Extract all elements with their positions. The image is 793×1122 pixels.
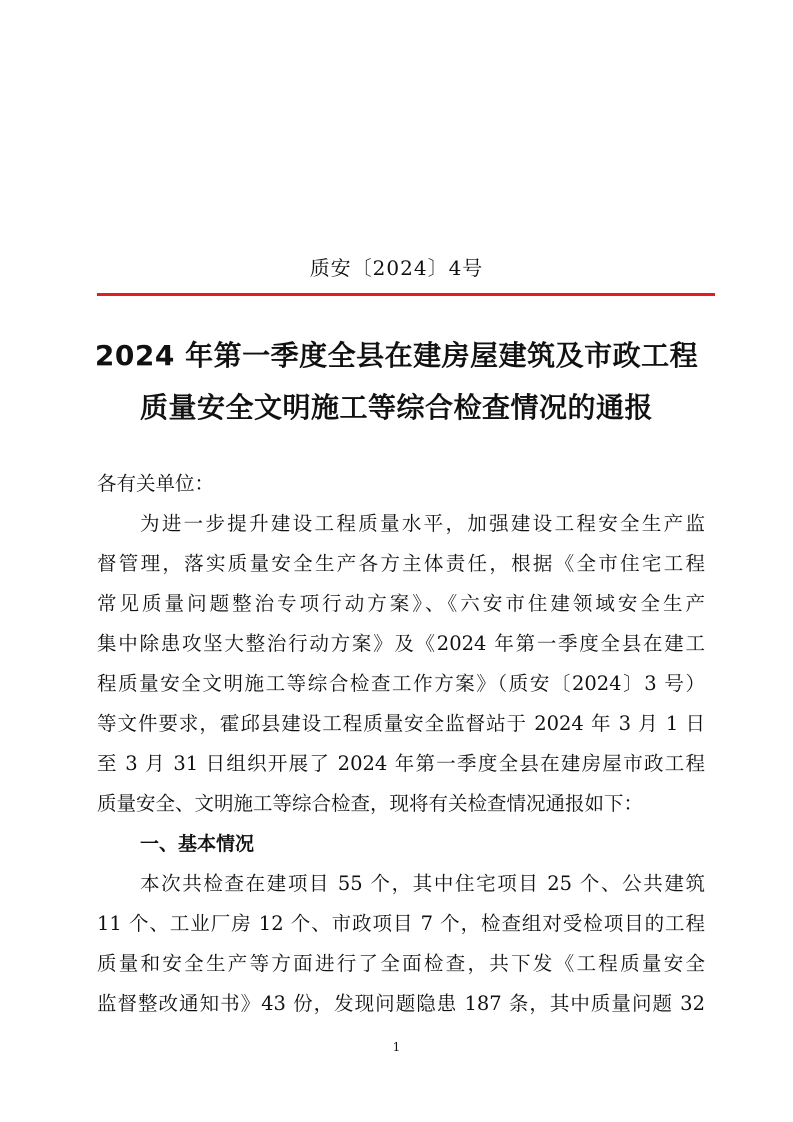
document-number: 质安〔2024〕4号	[309, 256, 484, 280]
paragraph2-line: 质量和安全生产等方面进行了全面检查，共下发《工程质量安全	[97, 952, 705, 975]
paragraph2-line: 监督整改通知书》43 份，发现问题隐患 187 条，其中质量问题 32	[97, 992, 705, 1015]
paragraph1-line: 程质量安全文明施工等综合检查工作方案》（质安〔2024〕3 号）	[97, 672, 705, 695]
document-title-line-2: 质量安全文明施工等综合检查情况的通报	[139, 391, 653, 424]
paragraph2-line: 本次共检查在建项目 55 个，其中住宅项目 25 个、公共建筑	[140, 872, 705, 895]
paragraph1-line: 质量安全、文明施工等综合检查，现将有关检查情况通报如下：	[97, 792, 644, 815]
paragraph2-line: 11 个、工业厂房 12 个、市政项目 7 个，检查组对受检项目的工程	[97, 912, 705, 935]
page-number: 1	[392, 1040, 401, 1054]
document-title-line-1: 2024 年第一季度全县在建房屋建筑及市政工程	[94, 339, 699, 372]
paragraph1-line: 集中除患攻坚大整治行动方案》及《2024 年第一季度全县在建工	[97, 632, 705, 655]
paragraph1-line: 为进一步提升建设工程质量水平，加强建设工程安全生产监	[140, 512, 705, 535]
section-heading-basic-situation: 一、基本情况	[140, 833, 255, 855]
paragraph1-line: 至 3 月 31 日组织开展了 2024 年第一季度全县在建房屋市政工程	[97, 752, 705, 775]
paragraph1-line: 等文件要求，霍邱县建设工程质量安全监督站于 2024 年 3 月 1 日	[97, 712, 705, 735]
paragraph1-line: 督管理，落实质量安全生产各方主体责任，根据《全市住宅工程	[97, 552, 705, 575]
salutation: 各有关单位：	[97, 472, 215, 495]
red-header-rule	[97, 293, 715, 296]
paragraph1-line: 常见质量问题整治专项行动方案》、《六安市住建领域安全生产	[97, 592, 705, 615]
